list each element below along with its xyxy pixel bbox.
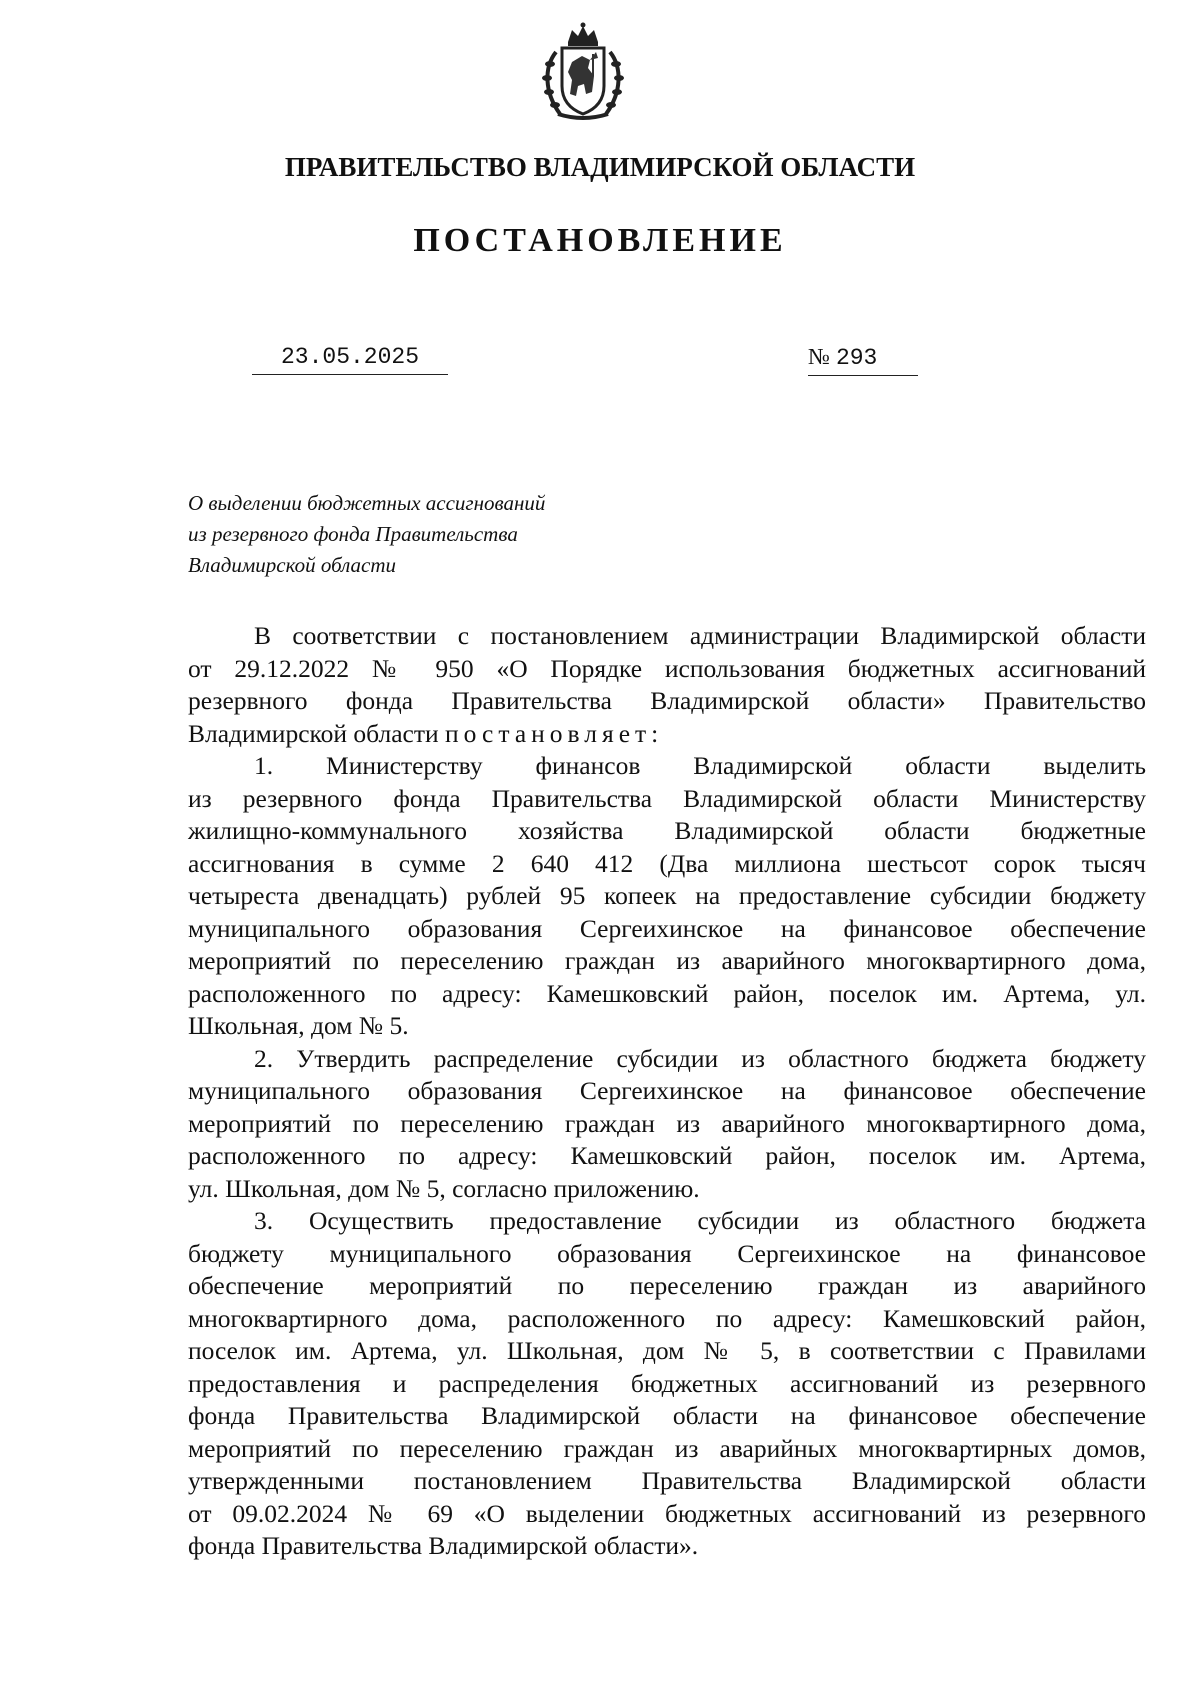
subject-line: из резервного фонда Правительства <box>188 522 518 546</box>
item1-line: 1. Министерству финансов Владимирской области выделить <box>254 751 1146 780</box>
item1-line: жилищно-коммунального хозяйства Владимирской области бюджетные <box>188 816 1146 845</box>
document-body <box>188 620 1146 1563</box>
document-date: 23.05.2025 <box>252 344 448 375</box>
item1-line: четыреста двенадцать) рублей 95 копеек на предоставление субсидии бюджету <box>188 881 1146 910</box>
resolution-prefix: Владимирской области <box>188 718 446 748</box>
item1-line: мероприятий по переселению граждан из аварийного многоквартирного дома, <box>188 946 1146 975</box>
item2-line: 2. Утвердить распределение субсидии из областного бюджета бюджету <box>254 1043 1146 1073</box>
body-line-resolution <box>188 718 1146 751</box>
resolution-suffix: : <box>651 718 659 748</box>
item3-line: утвержденными постановлением Правительства Владимирской области <box>188 1466 1146 1495</box>
item2-line: муниципального образования Сергеихинское на финансовое обеспечение <box>188 1076 1146 1105</box>
item1-line: муниципального образования Сергеихинское на финансовое обеспечение <box>188 913 1146 943</box>
item3-line: от 09.02.2024 № 69 «О выделении бюджетных ассигнований из резервного <box>188 1498 1146 1528</box>
item1-line: расположенного по адресу: Камешковский район, поселок им. Артема, ул. <box>188 978 1146 1008</box>
document-number-field <box>808 344 918 376</box>
item2-line: ул. Школьная, дом № 5, согласно приложению. <box>188 1173 700 1203</box>
item3-line: обеспечение мероприятий по переселению граждан из аварийного <box>188 1271 1146 1300</box>
document-number: 293 <box>835 345 878 371</box>
item2-line: мероприятий по переселению граждан из аварийного многоквартирного дома, <box>188 1108 1146 1138</box>
body-line: от 29.12.2022 № 950 «О Порядке использования бюджетных ассигнований <box>188 653 1146 683</box>
item3-line: мероприятий по переселению граждан из аварийных многоквартирных домов, <box>188 1433 1146 1463</box>
item1-line: ассигнования в сумме 2 640 412 (Два миллиона шестьсот сорок тысяч <box>188 848 1146 878</box>
item2-line: расположенного по адресу: Камешковский район, поселок им. Артема, <box>188 1141 1146 1170</box>
government-title: ПРАВИТЕЛЬСТВО ВЛАДИМИРСКОЙ ОБЛАСТИ <box>284 152 916 182</box>
item1-line: из резервного фонда Правительства Владимирской области Министерству <box>188 783 1146 813</box>
item3-line: фонда Правительства Владимирской области на финансовое обеспечение <box>188 1401 1146 1430</box>
document-type-title: ПОСТАНОВЛЕНИЕ <box>413 222 787 259</box>
item3-line: поселок им. Артема, ул. Школьная, дом № 5, в соответствии с Правилами <box>188 1336 1146 1365</box>
item3-line: многоквартирного дома, расположенного по адресу: Камешковский район, <box>188 1303 1146 1333</box>
item1-line: Школьная, дом № 5. <box>188 1011 409 1040</box>
item3-line: предоставления и распределения бюджетных ассигнований из резервного <box>188 1368 1146 1398</box>
body-line: В соответствии с постановлением администрации Владимирской области <box>254 621 1146 650</box>
item3-line: 3. Осуществить предоставление субсидии из областного бюджета <box>254 1206 1146 1235</box>
subject-line: Владимирской области <box>188 553 397 577</box>
resolution-keyword: постановляет <box>445 718 652 748</box>
item3-line: бюджету муниципального образования Сергеихинское на финансовое <box>188 1238 1146 1268</box>
body-line: резервного фонда Правительства Владимирской области» Правительство <box>188 686 1146 715</box>
document-subject <box>188 488 628 581</box>
item3-line: фонда Правительства Владимирской области». <box>188 1531 699 1560</box>
coat-of-arms-icon <box>538 22 628 124</box>
subject-line: О выделении бюджетных ассигнований <box>188 491 546 515</box>
number-sign-label: № <box>808 344 830 369</box>
